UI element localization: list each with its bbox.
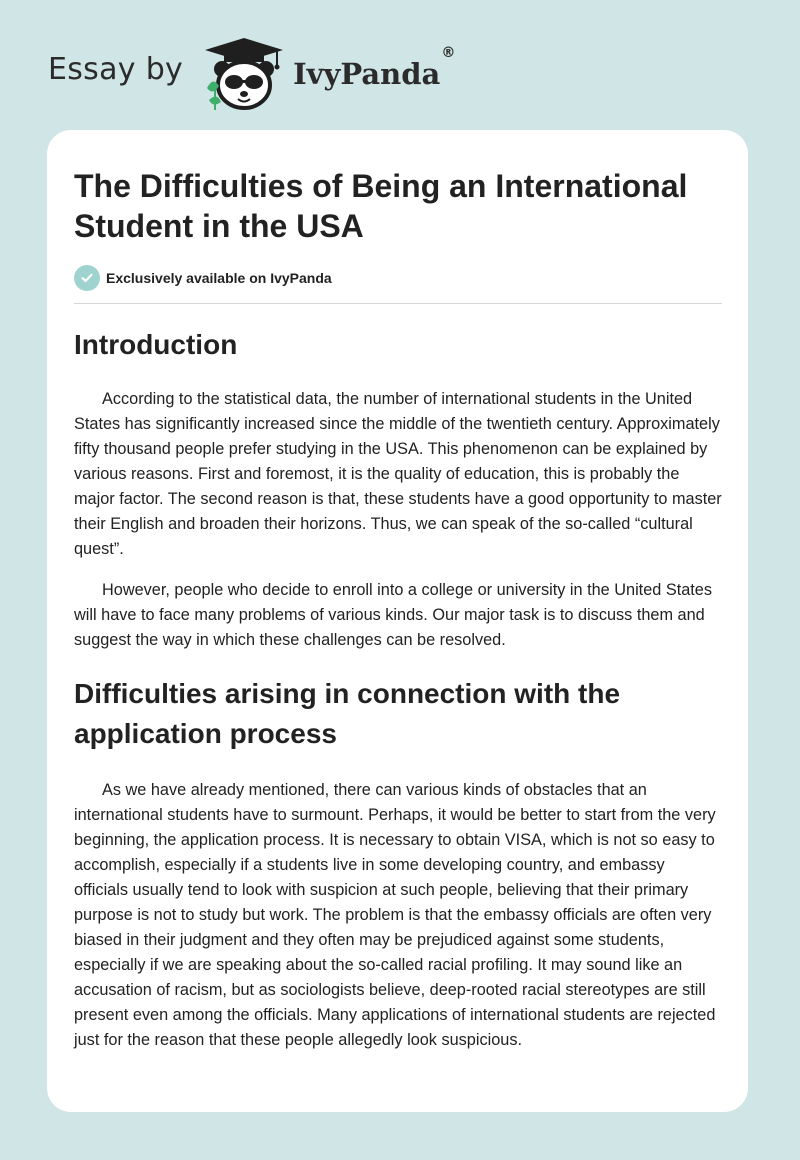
essay-card [47, 130, 748, 1112]
registered-mark: ® [441, 45, 456, 61]
paragraph: However, people who decide to enroll into a college or university in the United States will have to face many problems of various kinds. Our major task is to discuss them and suggest the way in which these challenges can be resolved. [74, 581, 712, 649]
check-circle-icon [74, 265, 100, 291]
section-heading-difficulties: Difficulties arising in connection with the application process [74, 678, 621, 749]
paragraph: As we have already mentioned, there can various kinds of obstacles that an international students have to surmount. Perhaps, it would be better to start from the very beginning, the application process. It is necessary to obtain VISA, which is not so easy to accomplish, especially if a students live in some developing country, and embassy officials usually tend to look with suspicion at such people, believing that their primary purpose is not to study but work. The problem is that the embassy officials are often very biased in their judgment and they often may be prejudiced against some students, especially if we are speaking about the so-called racial profiling. It may sound like an accusation of racism, but as sociologists believe, deep-rooted racial stereotypes are still present even among the officials. Many applications of international students are rejected just for the reason that these people allegedly look suspicious. [74, 781, 716, 1049]
brand-name [293, 45, 456, 91]
brand-prefix: Essay by [48, 51, 184, 87]
exclusive-badge [74, 264, 722, 292]
site-brand[interactable] [48, 34, 455, 114]
paragraph: According to the statistical data, the number of international students in the United States has significantly increased since the middle of the twentieth century. Approximately fifty thousand people prefer studying in the USA. This phenomenon can be explained by various reasons. First and foremost, it is the quality of education, this is probably the major factor. The second reason is that, these students have a good opportunity to master their English and broaden their horizons. Thus, we can speak of the so-called “cultural quest”. [74, 390, 722, 558]
essay-title: The Difficulties of Being an International Student in the USA [74, 168, 688, 244]
exclusive-badge-text: Exclusively available on IvyPanda [106, 270, 332, 286]
title-divider [74, 303, 722, 304]
section-heading-introduction: Introduction [74, 329, 238, 360]
brand-name-text: IvyPanda [293, 57, 441, 91]
panda-logo-icon [199, 36, 289, 112]
